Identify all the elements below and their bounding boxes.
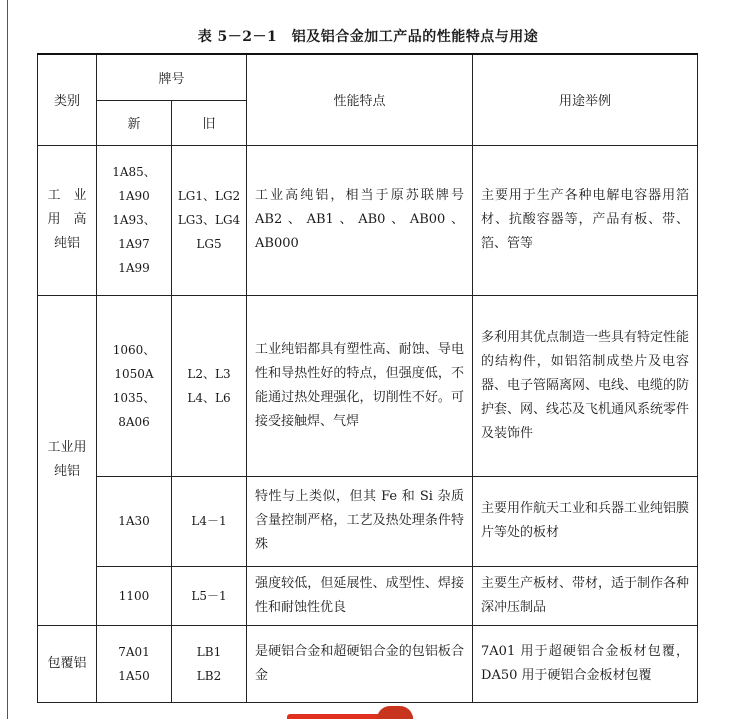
grade-line: 1A50 <box>118 668 150 683</box>
category-line: 用 高 <box>47 212 87 227</box>
uses-cell: 主要用作航天工业和兵器工业纯铝膜片等处的板材 <box>473 476 698 566</box>
header-new: 新 <box>97 100 172 145</box>
table-row <box>38 625 698 702</box>
new-grade-cell: 1A30 <box>97 476 172 566</box>
grade-line: 1035、8A06 <box>112 390 156 429</box>
grade-line: L2、L3 <box>187 366 231 381</box>
new-grade-cell: 1100 <box>97 566 172 625</box>
grade-line: 1A85、1A90 <box>112 165 156 203</box>
header-properties: 性能特点 <box>247 54 473 145</box>
grade-line: 1A93、1A97 <box>112 213 156 251</box>
header-row-1 <box>38 54 698 100</box>
old-grade-cell <box>172 295 247 476</box>
uses-cell: 多利用其优点制造一些具有特定性能的结构件，如铝箔制成垫片及电容器、电子管隔离网、电线、电缆的防护套、网、线芯及飞机通风系统零件及装饰件 <box>473 295 698 476</box>
properties-cell: 特性与上类似，但其 Fe 和 Si 杂质含量控制严格，工艺及热处理条件特殊 <box>247 476 473 566</box>
properties-cell: 工业纯铝都具有塑性高、耐蚀、导电性和导热性好的特点，但强度低，不能通过热处理强化，切削性不好。可接受接触焊、气焊 <box>247 295 473 476</box>
old-grade-cell <box>172 145 247 295</box>
watermark-logo <box>287 706 413 719</box>
uses-cell: 主要生产板材、带材，适于制作各种深冲压制品 <box>473 566 698 625</box>
table-row <box>38 566 698 625</box>
category-line: 工 业 <box>47 188 87 203</box>
category-cell <box>38 145 97 295</box>
properties-cell: 强度较低，但延展性、成型性、焊接性和耐蚀性优良 <box>247 566 473 625</box>
old-grade-cell: L4－1 <box>172 476 247 566</box>
uses-cell: 7A01 用于超硬铝合金板材包覆，DA50 用于硬铝合金板材包覆 <box>473 625 698 702</box>
category-line: 纯铝 <box>53 464 80 479</box>
grade-line: LG3、LG4 <box>177 213 241 227</box>
new-grade-cell <box>97 295 172 476</box>
table-row <box>38 476 698 566</box>
grade-line: 1A99 <box>118 261 150 275</box>
grade-line: LB2 <box>196 668 222 683</box>
table-row <box>38 295 698 476</box>
grade-line: LG5 <box>196 237 222 251</box>
category-line: 工业用 <box>47 440 87 455</box>
category-cell <box>38 295 97 625</box>
table-title: 表 5－2－1 铝及铝合金加工产品的性能特点与用途 <box>197 29 539 45</box>
header-old: 旧 <box>172 100 247 145</box>
category-line: 纯铝 <box>53 236 80 251</box>
category-cell: 包覆铝 <box>38 625 97 702</box>
grade-line: 7A01 <box>118 644 150 659</box>
properties-cell: 是硬铝合金和超硬铝合金的包铝板合金 <box>247 625 473 702</box>
new-grade-cell <box>97 625 172 702</box>
grade-line: LG1、LG2 <box>177 189 241 203</box>
table-row <box>38 145 698 295</box>
header-category: 类别 <box>38 54 97 145</box>
old-grade-cell <box>172 625 247 702</box>
old-grade-cell: L5－1 <box>172 566 247 625</box>
header-grade: 牌号 <box>97 54 247 100</box>
uses-cell: 主要用于生产各种电解电容器用箔材、抗酸容器等，产品有板、带、箔、管等 <box>473 145 698 295</box>
aluminum-products-table <box>37 53 698 703</box>
header-uses: 用途举例 <box>473 54 698 145</box>
new-grade-cell <box>97 145 172 295</box>
grade-line: 1060、1050A <box>112 342 156 381</box>
page-margin-rule <box>7 0 8 719</box>
properties-cell: 工业高纯铝，相当于原苏联牌号AB2、AB1、AB0、AB00、AB000 <box>247 145 473 295</box>
grade-line: L4、L6 <box>187 390 231 405</box>
grade-line: LB1 <box>196 644 222 659</box>
